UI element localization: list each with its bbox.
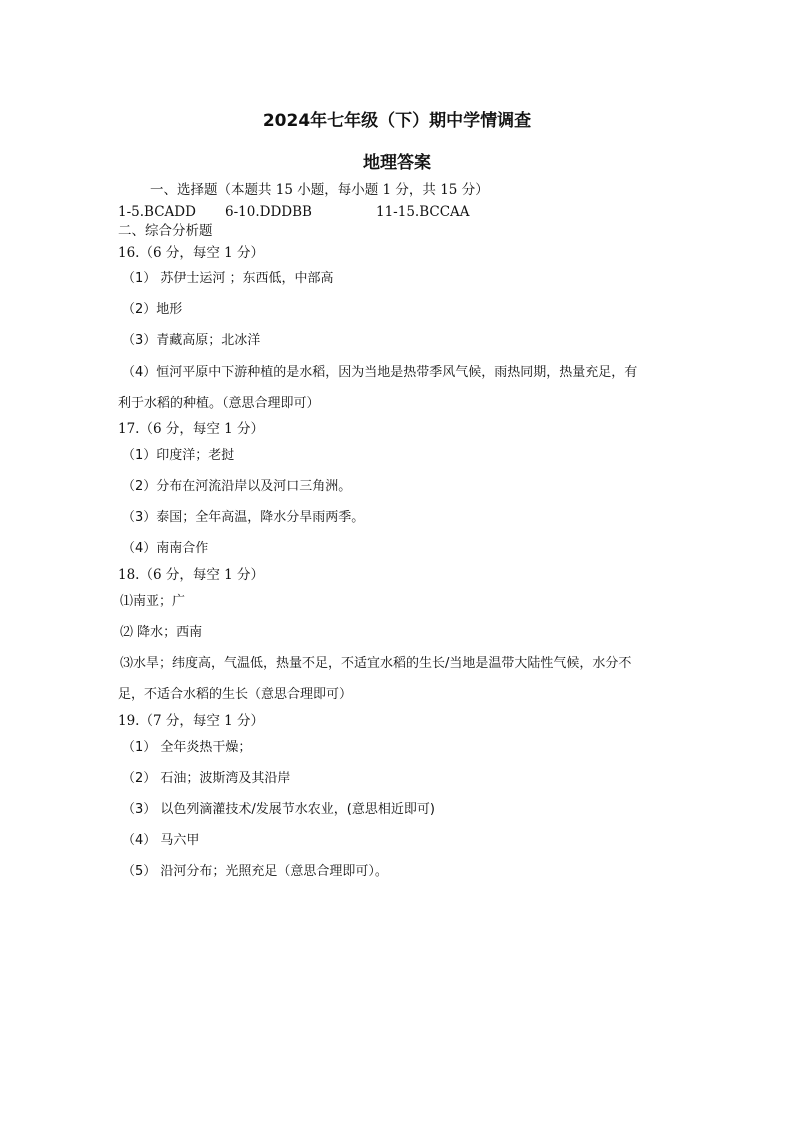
q17-answer-3: （3）泰国；全年高温，降水分旱雨两季。 — [122, 510, 365, 525]
q16-answer-1: （1） 苏伊士运河 ；东西低，中部高 — [122, 271, 334, 286]
q18-header: 18.（6 分，每空 1 分） — [118, 567, 265, 583]
q17-answer-1: （1）印度洋；老挝 — [122, 448, 235, 463]
q18-answer-2: ⑵ 降水；西南 — [120, 625, 203, 640]
q19-answer-3: （3） 以色列滴灌技术/发展节水农业，(意思相近即可) — [122, 802, 435, 817]
q19-answer-1: （1） 全年炎热干燥； — [122, 740, 252, 755]
q17-answer-4: （4）南南合作 — [122, 541, 209, 556]
q18-answer-3-line2: 足，不适合水稻的生长（意思合理即可） — [118, 687, 353, 702]
q18-answer-1: ⑴南亚；广 — [120, 594, 186, 609]
choice-answer-1-5: 1-5.BCADD — [118, 204, 196, 220]
q16-answer-4-line1: （4）恒河平原中下游种植的是水稻，因为当地是热带季风气候，雨热同期，热量充足，有 — [122, 365, 638, 380]
q19-answer-5: （5） 沿河分布；光照充足（意思合理即可）。 — [122, 864, 388, 879]
document-subtitle: 地理答案 — [363, 153, 431, 173]
q16-answer-3: （3）青藏高原；北冰洋 — [122, 333, 261, 348]
q17-answer-2: （2）分布在河流沿岸以及河口三角洲。 — [122, 479, 352, 494]
document-title: 2024年七年级（下）期中学情调查 — [262, 111, 532, 131]
q17-header: 17.（6 分，每空 1 分） — [118, 421, 265, 437]
q19-answer-2: （2） 石油；波斯湾及其沿岸 — [122, 771, 291, 786]
section1-heading: 一、选择题（本题共 15 小题，每小题 1 分，共 15 分） — [150, 182, 489, 198]
q19-answer-4: （4） 马六甲 — [122, 833, 200, 848]
q16-answer-2: （2）地形 — [122, 302, 183, 317]
choice-answer-11-15: 11-15.BCCAA — [376, 204, 470, 220]
q16-header: 16.（6 分，每空 1 分） — [118, 245, 265, 261]
choice-answer-6-10: 6-10.DDDBB — [225, 204, 312, 220]
q19-header: 19.（7 分，每空 1 分） — [118, 713, 265, 729]
section2-heading: 二、综合分析题 — [118, 223, 213, 239]
q16-answer-4-line2: 利于水稻的种植。（意思合理即可） — [118, 396, 320, 411]
q18-answer-3-line1: ⑶水旱；纬度高，气温低，热量不足，不适宜水稻的生长/当地是温带大陆性气候，水分不 — [120, 656, 632, 671]
